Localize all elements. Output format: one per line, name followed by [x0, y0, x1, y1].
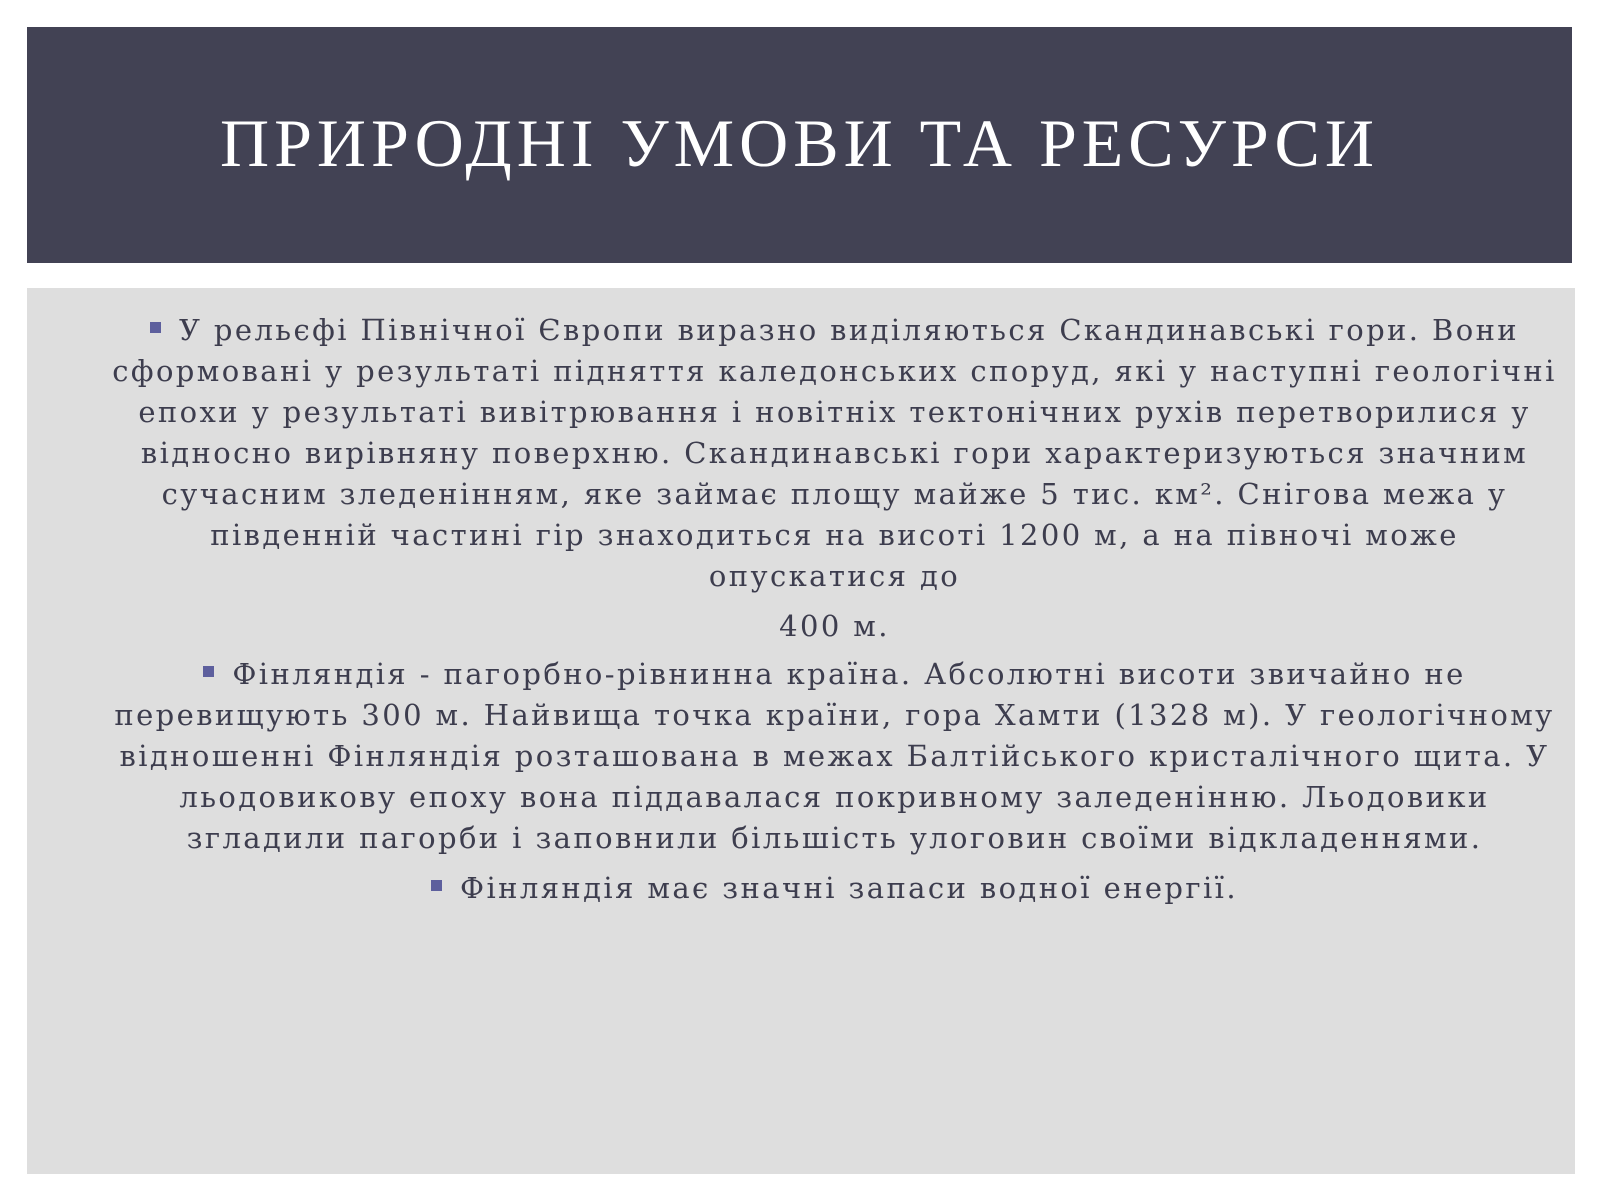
square-bullet-icon	[203, 666, 214, 677]
list-item	[107, 868, 1562, 909]
square-bullet-icon	[431, 880, 442, 891]
square-bullet-icon	[150, 322, 161, 333]
paragraph-tail: 400 м.	[779, 609, 890, 643]
paragraph-text: У рельєфі Північної Європи виразно виділяються Скандинавські гори. Вони сформовані у результаті підняття каледонських споруд, які у наступні геологічні епохи у результаті вивітрювання і новітніх тектонічних рухів перетворилися у відносно вирівняну поверхню. Скандинавські гори характеризуються значним сучасним зледенінням, яке займає площу майже 5 тис. км². Снігова межа у південній частині гір знаходиться на висоті 1200 м, а на півночі може опускатися до	[112, 313, 1557, 593]
list-item	[107, 310, 1562, 597]
slide-title: ПРИРОДНІ УМОВИ ТА РЕСУРСИ	[219, 104, 1380, 181]
bullet-list	[107, 310, 1562, 909]
paragraph-text: Фінляндія - пагорбно-рівнинна країна. Абсолютні висоти звичайно не перевищують 300 м. Найвища точка країни, гора Хамти (1328 м). У геологічному відношенні Фінляндія розташована в межах Балтійського кристалічного щита. У льодовикову епоху вона піддавалася покривному заледенінню. Льодовики згладили пагорби і заповнили більшість улоговин своїми відкладеннями.	[114, 657, 1555, 855]
content-box	[27, 288, 1575, 1174]
title-bar	[27, 27, 1572, 263]
paragraph-text: Фінляндія має значні запаси водної енергії.	[460, 871, 1238, 905]
list-item	[107, 654, 1562, 859]
